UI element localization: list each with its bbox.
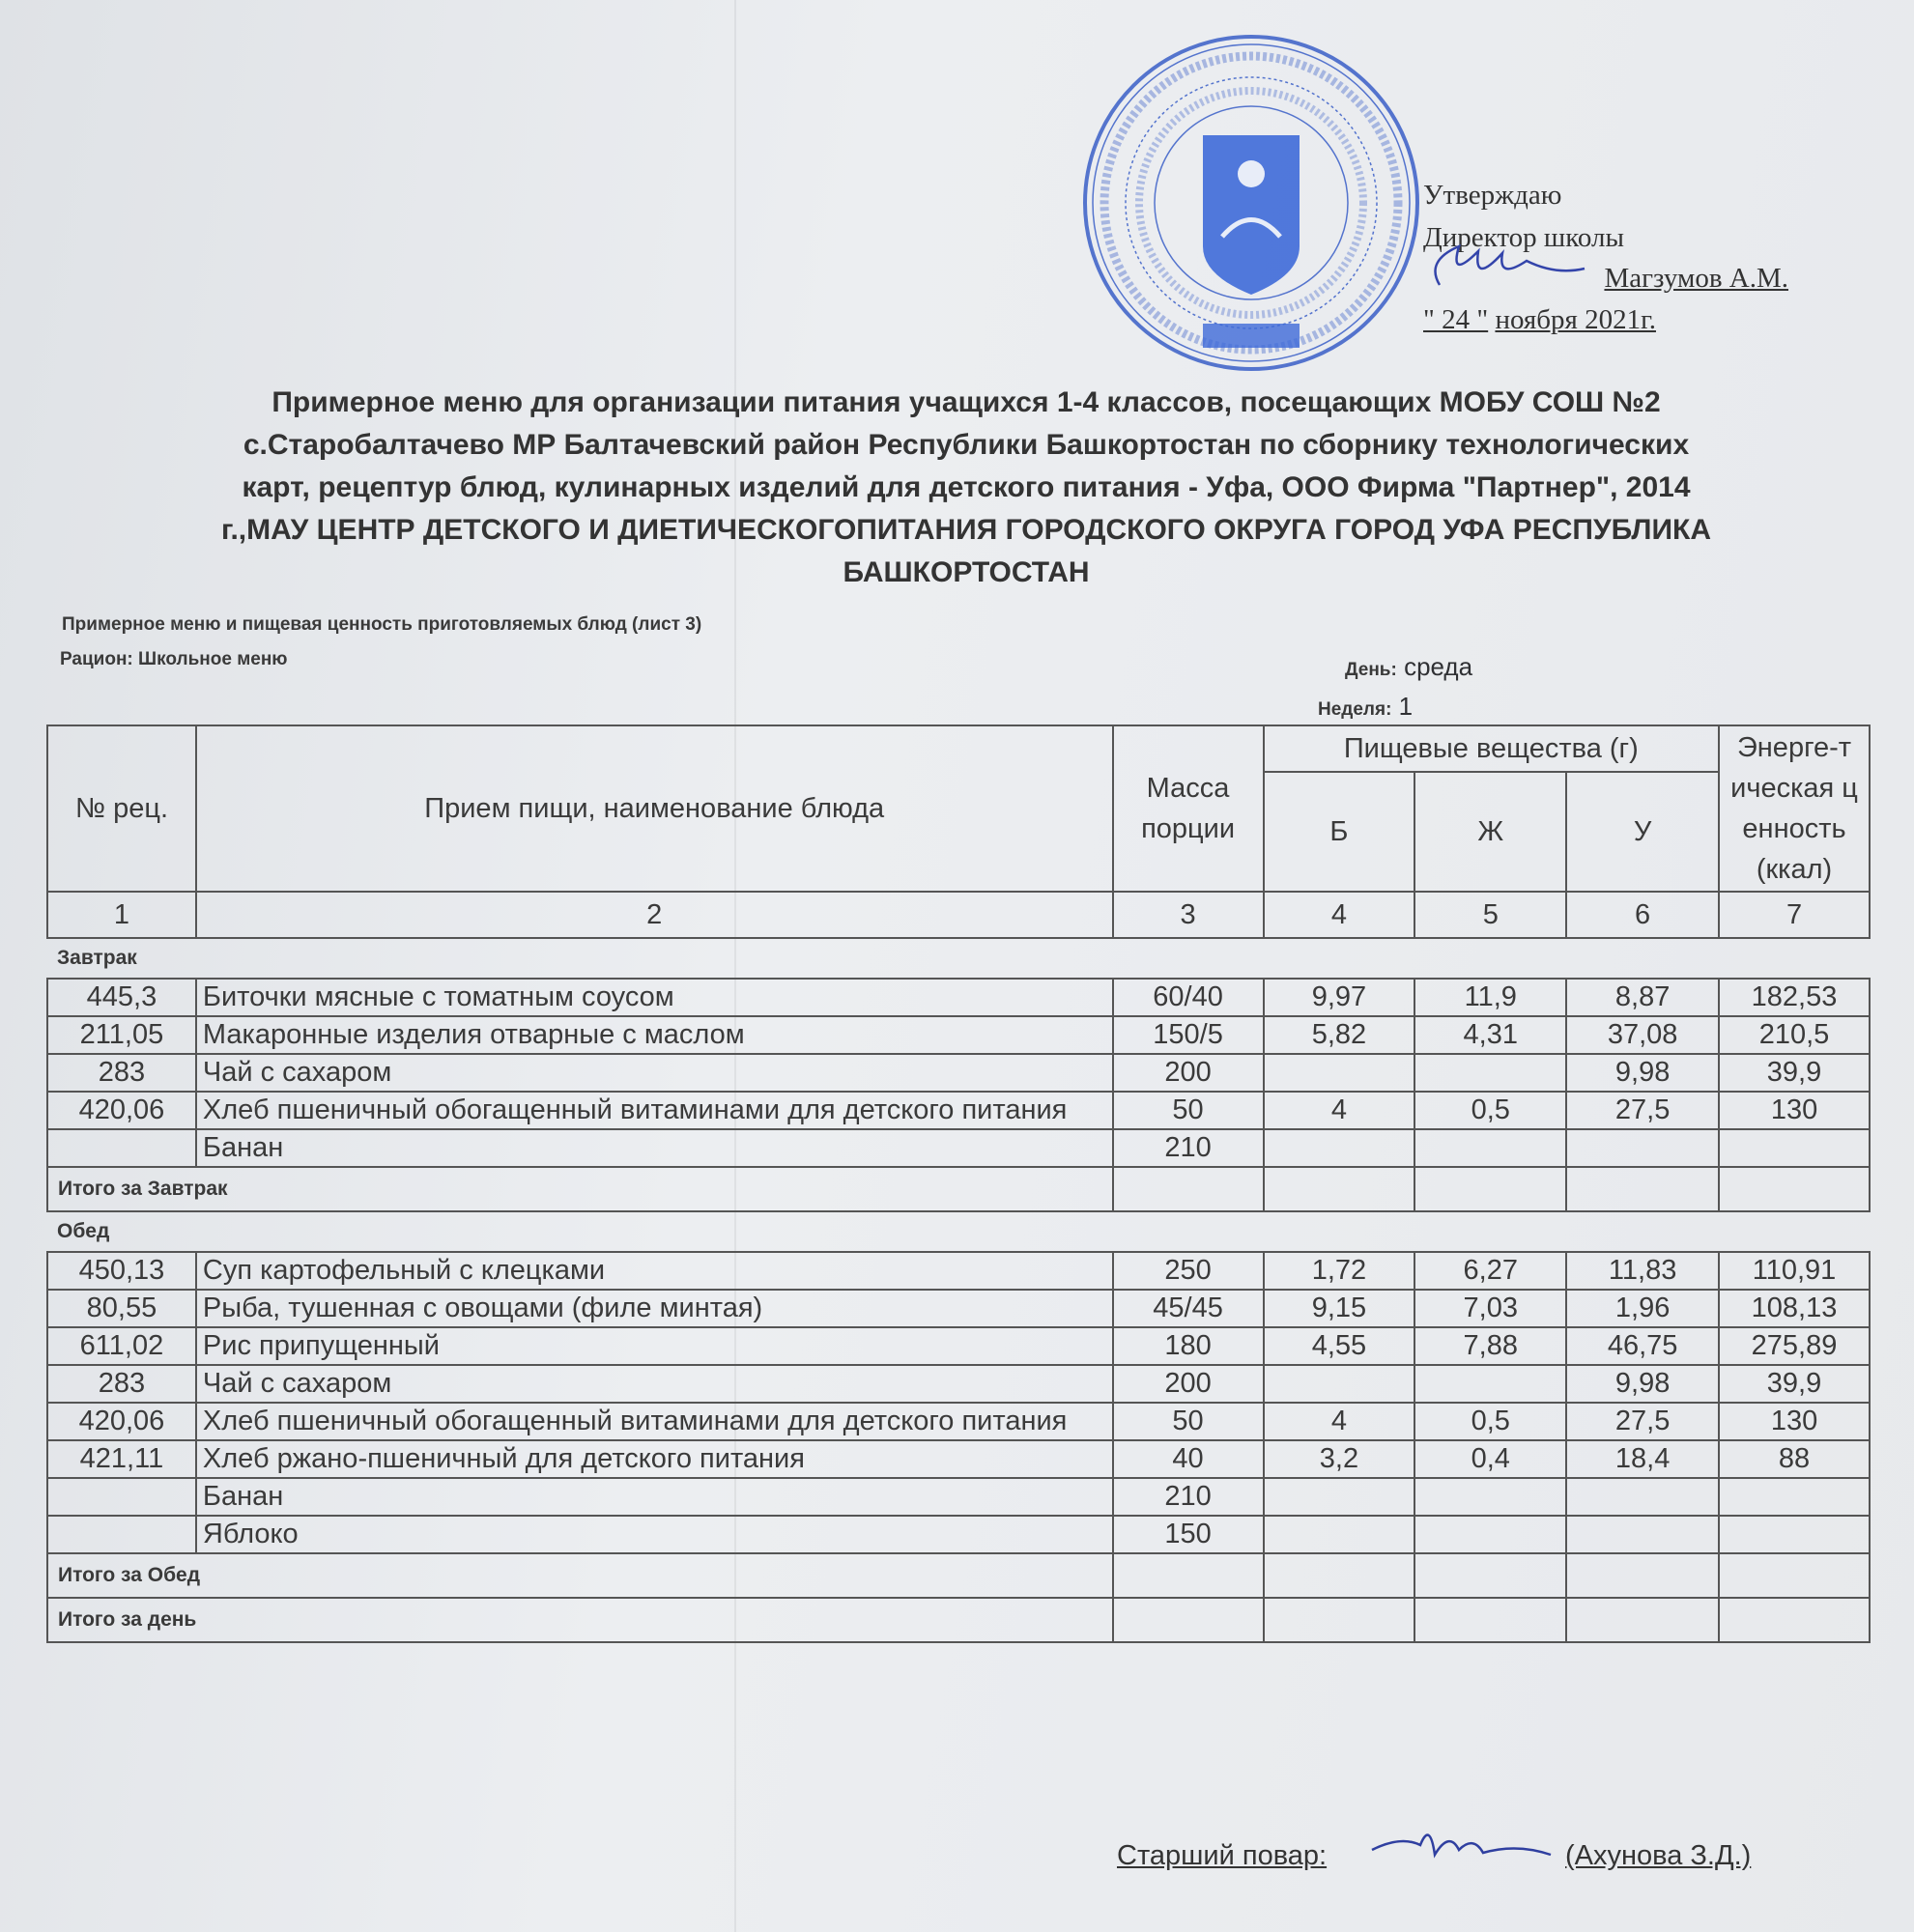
fat [1414, 1365, 1566, 1403]
protein: 4 [1264, 1092, 1415, 1129]
total-cell [1566, 1598, 1719, 1642]
fat: 11,9 [1414, 979, 1566, 1016]
portion-mass: 180 [1113, 1327, 1264, 1365]
table-row [47, 1365, 1870, 1403]
column-number: 5 [1414, 892, 1566, 938]
total-row [47, 1553, 1870, 1598]
dish-name: Рис припущенный [196, 1327, 1113, 1365]
recipe-number: 421,11 [47, 1440, 196, 1478]
approval-name: Магзумов А.М. [1604, 263, 1788, 294]
portion-mass: 150/5 [1113, 1016, 1264, 1054]
total-cell [1566, 1167, 1719, 1211]
fat: 0,5 [1414, 1403, 1566, 1440]
total-cell [1719, 1167, 1870, 1211]
header-mass: Масса порции [1113, 725, 1264, 892]
section-title: Завтрак [47, 938, 1870, 979]
carbs: 1,96 [1566, 1290, 1719, 1327]
portion-mass: 150 [1113, 1516, 1264, 1553]
dish-name: Банан [196, 1478, 1113, 1516]
header-dish-name: Прием пищи, наименование блюда [196, 725, 1113, 892]
carbs [1566, 1516, 1719, 1553]
header-energy: Энерге-тическая ценность (ккал) [1719, 725, 1870, 892]
column-number: 7 [1719, 892, 1870, 938]
section-title: Обед [47, 1211, 1870, 1252]
protein [1264, 1478, 1415, 1516]
recipe-number: 211,05 [47, 1016, 196, 1054]
portion-mass: 210 [1113, 1129, 1264, 1167]
carbs: 8,87 [1566, 979, 1719, 1016]
table-row [47, 1440, 1870, 1478]
energy [1719, 1516, 1870, 1553]
title-line: БАШКОРТОСТАН [843, 556, 1090, 588]
fat: 7,03 [1414, 1290, 1566, 1327]
day-field [1345, 652, 1472, 682]
recipe-number: 445,3 [47, 979, 196, 1016]
week-label: Неделя: [1318, 699, 1392, 720]
table-row [47, 1054, 1870, 1092]
protein [1264, 1365, 1415, 1403]
protein: 5,82 [1264, 1016, 1415, 1054]
dish-name: Хлеб пшеничный обогащенный витаминами для детского питания [196, 1403, 1113, 1440]
table-row [47, 979, 1870, 1016]
column-number: 3 [1113, 892, 1264, 938]
subtitle: Примерное меню и пищевая ценность приготовляемых блюд (лист 3) [62, 614, 702, 635]
energy: 108,13 [1719, 1290, 1870, 1327]
energy: 182,53 [1719, 979, 1870, 1016]
total-label: Итого за Завтрак [47, 1167, 1113, 1211]
carbs [1566, 1129, 1719, 1167]
protein [1264, 1516, 1415, 1553]
energy: 39,9 [1719, 1365, 1870, 1403]
dish-name: Чай с сахаром [196, 1054, 1113, 1092]
title-line: г.,МАУ ЦЕНТР ДЕТСКОГО И ДИЕТИЧЕСКОГОПИТАНИЯ ГОРОДСКОГО ОКРУГА ГОРОД УФА РЕСПУБЛИКА [220, 514, 1712, 546]
dish-name: Чай с сахаром [196, 1365, 1113, 1403]
energy: 110,91 [1719, 1252, 1870, 1290]
portion-mass: 210 [1113, 1478, 1264, 1516]
carbs: 18,4 [1566, 1440, 1719, 1478]
recipe-number: 80,55 [47, 1290, 196, 1327]
cook-signature [1362, 1816, 1556, 1874]
portion-mass: 50 [1113, 1092, 1264, 1129]
total-cell [1113, 1167, 1264, 1211]
fat: 0,4 [1414, 1440, 1566, 1478]
recipe-number [47, 1129, 196, 1167]
approval-position: Директор школы [1423, 222, 1624, 253]
recipe-number: 283 [47, 1054, 196, 1092]
table-row [47, 1252, 1870, 1290]
dish-name: Яблоко [196, 1516, 1113, 1553]
cook-name: (Ахунова З.Д.) [1565, 1840, 1752, 1871]
approval-date [1423, 304, 1656, 336]
portion-mass: 60/40 [1113, 979, 1264, 1016]
header-rec-no: № рец. [47, 725, 196, 892]
official-stamp [1077, 29, 1425, 377]
protein: 4,55 [1264, 1327, 1415, 1365]
approval-day: " 24 " [1423, 304, 1489, 335]
day-label: День: [1345, 660, 1397, 680]
week-value: 1 [1398, 692, 1414, 721]
recipe-number: 420,06 [47, 1092, 196, 1129]
fat [1414, 1516, 1566, 1553]
energy [1719, 1478, 1870, 1516]
protein [1264, 1129, 1415, 1167]
title-line: карт, рецептур блюд, кулинарных изделий для детского питания - Уфа, ООО Фирма "Партнер", 2014 [242, 471, 1691, 503]
protein: 3,2 [1264, 1440, 1415, 1478]
total-cell [1566, 1553, 1719, 1598]
total-cell [1414, 1598, 1566, 1642]
dish-name: Суп картофельный с клецками [196, 1252, 1113, 1290]
total-cell [1414, 1553, 1566, 1598]
column-number: 2 [196, 892, 1113, 938]
section-row [47, 1211, 1870, 1252]
protein: 4 [1264, 1403, 1415, 1440]
energy [1719, 1129, 1870, 1167]
energy: 88 [1719, 1440, 1870, 1478]
protein: 1,72 [1264, 1252, 1415, 1290]
portion-mass: 50 [1113, 1403, 1264, 1440]
total-cell [1113, 1598, 1264, 1642]
day-value: среда [1404, 652, 1473, 681]
total-cell [1414, 1167, 1566, 1211]
protein [1264, 1054, 1415, 1092]
fat [1414, 1129, 1566, 1167]
approval-month-year: ноября 2021г. [1495, 304, 1656, 335]
portion-mass: 45/45 [1113, 1290, 1264, 1327]
header-nutrients: Пищевые вещества (г) [1264, 725, 1720, 772]
table-row [47, 1092, 1870, 1129]
document-title [58, 382, 1874, 594]
director-signature [1420, 232, 1594, 299]
fat: 6,27 [1414, 1252, 1566, 1290]
fat [1414, 1054, 1566, 1092]
title-line: Примерное меню для организации питания учащихся 1-4 классов, посещающих МОБУ СОШ №2 [271, 386, 1661, 418]
total-label: Итого за Обед [47, 1553, 1113, 1598]
table-row [47, 1129, 1870, 1167]
total-row [47, 1167, 1870, 1211]
recipe-number: 611,02 [47, 1327, 196, 1365]
carbs: 11,83 [1566, 1252, 1719, 1290]
carbs: 27,5 [1566, 1403, 1719, 1440]
menu-table [46, 724, 1871, 1643]
column-number: 6 [1566, 892, 1719, 938]
column-number: 4 [1264, 892, 1415, 938]
dish-name: Рыба, тушенная с овощами (филе минтая) [196, 1290, 1113, 1327]
recipe-number: 450,13 [47, 1252, 196, 1290]
week-field [1318, 692, 1413, 722]
portion-mass: 250 [1113, 1252, 1264, 1290]
table-row [47, 1290, 1870, 1327]
carbs: 9,98 [1566, 1365, 1719, 1403]
cook-label: Старший повар: [1117, 1840, 1328, 1871]
header-protein: Б [1264, 772, 1415, 892]
approval-heading: Утверждаю [1423, 180, 1562, 211]
section-row [47, 938, 1870, 979]
table-row [47, 1516, 1870, 1553]
dish-name: Биточки мясные с томатным соусом [196, 979, 1113, 1016]
dish-name: Хлеб пшеничный обогащенный витаминами для детского питания [196, 1092, 1113, 1129]
carbs [1566, 1478, 1719, 1516]
table-row [47, 1016, 1870, 1054]
portion-mass: 200 [1113, 1365, 1264, 1403]
dish-name: Хлеб ржано-пшеничный для детского питания [196, 1440, 1113, 1478]
carbs: 27,5 [1566, 1092, 1719, 1129]
portion-mass: 40 [1113, 1440, 1264, 1478]
header-fat: Ж [1414, 772, 1566, 892]
dish-name: Банан [196, 1129, 1113, 1167]
column-number-row [47, 892, 1870, 938]
total-cell [1264, 1598, 1415, 1642]
dish-name: Макаронные изделия отварные с маслом [196, 1016, 1113, 1054]
energy: 210,5 [1719, 1016, 1870, 1054]
table-row [47, 1403, 1870, 1440]
energy: 130 [1719, 1092, 1870, 1129]
recipe-number: 283 [47, 1365, 196, 1403]
title-line: с.Старобалтачево МР Балтачевский район Республики Башкортостан по сборнику технологических [243, 429, 1690, 461]
table-row [47, 1478, 1870, 1516]
ration: Рацион: Школьное меню [60, 649, 288, 669]
fat: 7,88 [1414, 1327, 1566, 1365]
energy: 275,89 [1719, 1327, 1870, 1365]
total-cell [1113, 1553, 1264, 1598]
fat: 4,31 [1414, 1016, 1566, 1054]
recipe-number: 420,06 [47, 1403, 196, 1440]
total-cell [1719, 1553, 1870, 1598]
recipe-number [47, 1478, 196, 1516]
energy: 130 [1719, 1403, 1870, 1440]
protein: 9,97 [1264, 979, 1415, 1016]
fat: 0,5 [1414, 1092, 1566, 1129]
day-total-label: Итого за день [47, 1598, 1113, 1642]
header-carbs: У [1566, 772, 1719, 892]
portion-mass: 200 [1113, 1054, 1264, 1092]
carbs: 46,75 [1566, 1327, 1719, 1365]
energy: 39,9 [1719, 1054, 1870, 1092]
carbs: 37,08 [1566, 1016, 1719, 1054]
total-cell [1264, 1553, 1415, 1598]
fat [1414, 1478, 1566, 1516]
total-cell [1719, 1598, 1870, 1642]
total-cell [1264, 1167, 1415, 1211]
carbs: 9,98 [1566, 1054, 1719, 1092]
column-number: 1 [47, 892, 196, 938]
table-row [47, 1327, 1870, 1365]
recipe-number [47, 1516, 196, 1553]
protein: 9,15 [1264, 1290, 1415, 1327]
day-total-row [47, 1598, 1870, 1642]
